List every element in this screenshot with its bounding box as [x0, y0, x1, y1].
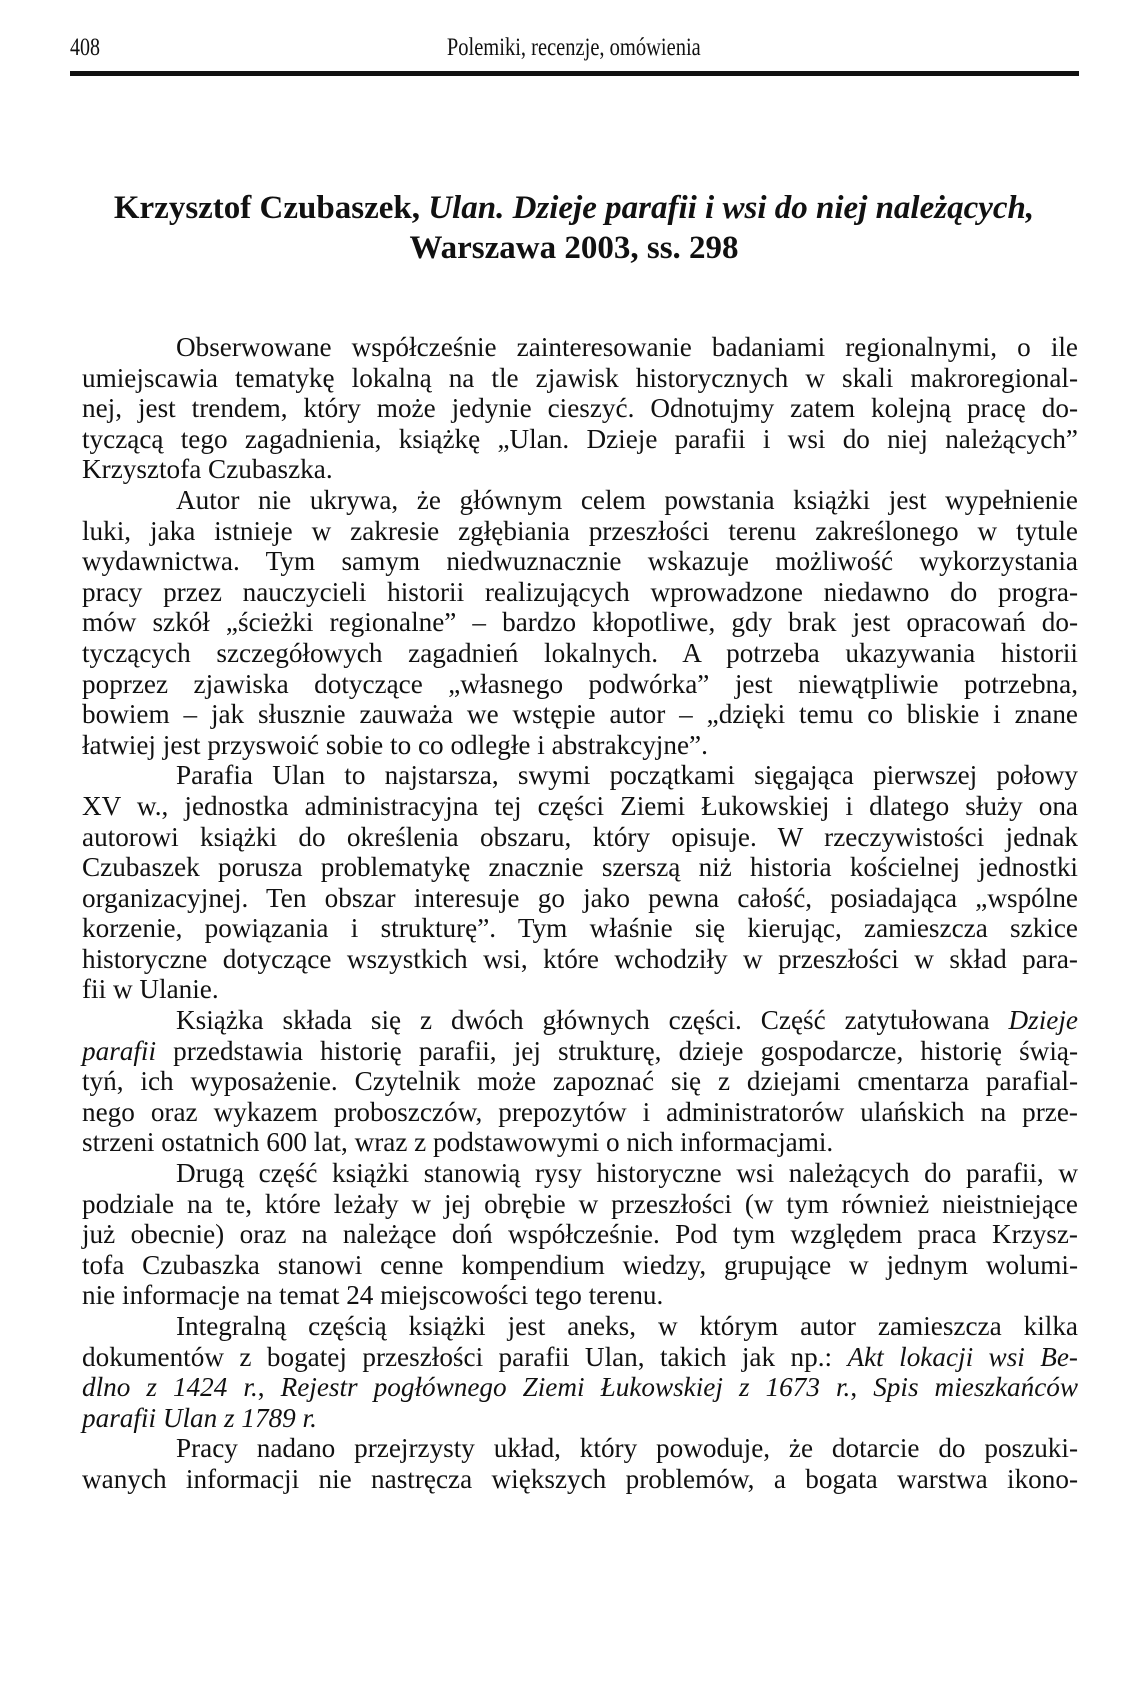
text-line — [82, 1127, 1078, 1158]
text-segment: Obserwowane współcześnie zainteresowanie badaniami regionalnymi, o ile — [176, 332, 1078, 362]
text-line — [82, 1280, 1078, 1311]
italic-segment: Spis mieszkańców — [873, 1372, 1079, 1403]
text-line — [82, 822, 1078, 853]
text-line — [82, 1189, 1078, 1220]
text-line — [82, 944, 1078, 975]
text-segment: bowiem – jak słusznie zauważa we wstępie autor – „dzięki temu co bliskie i znane — [82, 699, 1078, 730]
italic-segment: parafii — [82, 1035, 157, 1066]
title-line-1 — [70, 188, 1078, 228]
text-segment: tyczącą tego zagadnienia, książkę „Ulan. Dzieje parafii i wsi do niej należących” — [82, 423, 1078, 454]
italic-segment: dlno z 1424 r. — [82, 1372, 258, 1403]
text-segment: , — [257, 1372, 281, 1403]
text-segment: Krzysztofa Czubaszka. — [82, 454, 333, 485]
text-line — [82, 974, 1078, 1005]
text-segment: przedstawia historię parafii, jej strukturę, dzieje gospodarcze, historię świą- — [156, 1035, 1078, 1066]
paragraph — [82, 1433, 1078, 1494]
text-line — [82, 1403, 1078, 1434]
text-segment: tyń, ich wyposażenie. Czytelnik może zapoznać się z dziejami cmentarza parafial- — [82, 1066, 1078, 1097]
review-body — [82, 332, 1078, 1495]
text-segment: poprzez zjawiska dotyczące „własnego podwórka” jest niewątpliwie potrzebna, — [82, 668, 1078, 699]
text-line — [82, 760, 1078, 791]
text-segment: Czubaszek porusza problematykę znacznie szerszą niż historia kościelnej jednostki — [82, 852, 1078, 883]
text-segment: , — [850, 1372, 874, 1403]
text-segment: Książka składa się z dwóch głównych części. Część zatytułowana — [176, 1005, 1009, 1036]
text-segment: Autor nie ukrywa, że głównym celem powstania książki jest wypełnienie — [176, 484, 1078, 515]
text-segment: wydawnictwa. Tym samym niedwuznacznie wskazuje możliwość wykorzystania — [82, 546, 1078, 577]
text-line — [82, 1219, 1078, 1250]
text-segment: organizacyjnej. Ten obszar interesuje go jako pewna całość, posiadająca „wspólne — [82, 882, 1078, 913]
text-segment: Parafia Ulan to najstarsza, swymi początkami sięgająca pierwszej połowy — [176, 760, 1078, 791]
paragraph — [82, 1005, 1078, 1158]
text-line — [82, 791, 1078, 822]
text-line — [82, 1097, 1078, 1128]
title-author: Krzysztof Czubaszek, — [113, 190, 429, 226]
text-line — [82, 607, 1078, 638]
text-line — [82, 699, 1078, 730]
text-segment: fii w Ulanie. — [82, 974, 219, 1005]
text-segment: tofa Czubaszka stanowi cenne kompendium wiedzy, grupujące w jednym wolumi- — [82, 1249, 1078, 1280]
text-line — [82, 852, 1078, 883]
text-line — [82, 1464, 1078, 1495]
text-segment: Pracy nadano przejrzysty układ, który powoduje, że dotarcie do poszuki- — [176, 1433, 1078, 1464]
paragraph — [82, 485, 1078, 760]
running-title-text: Polemiki, recenzje, omówienia — [447, 34, 701, 61]
paragraph — [82, 1311, 1078, 1433]
text-line — [82, 363, 1078, 394]
text-segment: Integralną częścią książki jest aneks, w którym autor zamieszcza kilka — [176, 1311, 1078, 1341]
text-line — [82, 1036, 1078, 1067]
text-segment: Drugą część książki stanowią rysy historyczne wsi należących do parafii, w — [176, 1158, 1078, 1189]
text-segment: tyczących szczegółowych zagadnień lokalnych. A potrzeba ukazywania historii — [82, 637, 1078, 668]
text-line — [82, 638, 1078, 669]
text-segment: umiejscawia tematykę lokalną na tle zjawisk historycznych w skali makroregional- — [82, 362, 1078, 393]
paragraph — [82, 1158, 1078, 1311]
text-line — [82, 546, 1078, 577]
text-line — [82, 669, 1078, 700]
page-number: 408 — [70, 34, 100, 61]
text-line — [82, 1066, 1078, 1097]
text-segment: dokumentów z bogatej przeszłości parafii Ulan, takich jak np.: — [82, 1341, 848, 1372]
text-line — [82, 393, 1078, 424]
text-segment: łatwiej jest przyswoić sobie to co odległe i abstrakcyjne”. — [82, 729, 708, 760]
text-line — [82, 424, 1078, 455]
text-segment: autorowi książki do określenia obszaru, który opisuje. W rzeczywistości jednak — [82, 821, 1078, 852]
text-segment: nej, jest trendem, który może jedynie cieszyć. Odnotujmy zatem kolejną pracę do- — [82, 393, 1078, 424]
text-line — [82, 1342, 1078, 1373]
text-segment: XV w., jednostka administracyjna tej części Ziemi Łukowskiej i dlatego służy ona — [82, 790, 1078, 821]
paragraph — [82, 760, 1078, 1005]
text-segment: podziale na te, które leżały w jej obrębie w przeszłości (w tym również nieistniejące — [82, 1188, 1078, 1219]
text-segment: nie informacje na temat 24 miejscowości tego terenu. — [82, 1280, 664, 1311]
header-rule — [70, 71, 1079, 76]
text-segment: wanych informacji nie nastręcza większych problemów, a bogata warstwa ikono- — [82, 1463, 1078, 1494]
text-line — [82, 516, 1078, 547]
italic-segment: Rejestr pogłównego Ziemi Łukowskiej z 1673 r. — [280, 1372, 851, 1403]
text-segment: historyczne dotyczące wszystkich wsi, które wchodziły w przeszłości w skład para- — [82, 943, 1078, 974]
text-line — [82, 485, 1078, 516]
text-segment: już obecnie) oraz na należące doń współcześnie. Pod tym względem praca Krzysz- — [82, 1219, 1078, 1250]
text-segment: pracy przez nauczycieli historii realizujących wprowadzone niedawno do progra- — [82, 576, 1078, 607]
text-line — [82, 577, 1078, 608]
text-line — [82, 883, 1078, 914]
text-segment: luki, jaka istnieje w zakresie zgłębiania przeszłości terenu zakreślonego w tytule — [82, 515, 1078, 546]
text-segment: korzenie, powiązania i strukturę”. Tym właśnie się kierując, zamieszcza szkice — [82, 913, 1078, 944]
italic-segment: Dzieje — [1008, 1005, 1078, 1036]
review-title — [70, 188, 1078, 268]
text-segment: mów szkół „ścieżki regionalne” – bardzo kłopotliwe, gdy brak jest opracowań do- — [82, 607, 1078, 638]
text-line — [82, 1005, 1078, 1036]
running-title — [70, 34, 1078, 62]
text-line — [82, 454, 1078, 485]
title-publication: Warszawa 2003, ss. 298 — [409, 230, 739, 266]
italic-segment: parafii Ulan z 1789 r. — [82, 1402, 317, 1433]
text-line — [82, 1433, 1078, 1464]
text-segment: nego oraz wykazem proboszczów, prepozytów i administratorów ulańskich na prze- — [82, 1096, 1078, 1127]
text-line — [82, 1311, 1078, 1342]
text-line — [82, 913, 1078, 944]
text-line — [82, 332, 1078, 363]
paragraph — [82, 332, 1078, 485]
italic-segment: Akt lokacji wsi Be- — [847, 1341, 1078, 1372]
title-book: Ulan. Dzieje parafii i wsi do niej należących, — [428, 190, 1035, 226]
text-segment: strzeni ostatnich 600 lat, wraz z podstawowymi o nich informacjami. — [82, 1127, 834, 1158]
text-line — [82, 1372, 1078, 1403]
text-line — [82, 1158, 1078, 1189]
running-header — [70, 28, 1078, 70]
text-line — [82, 730, 1078, 761]
text-line — [82, 1250, 1078, 1281]
